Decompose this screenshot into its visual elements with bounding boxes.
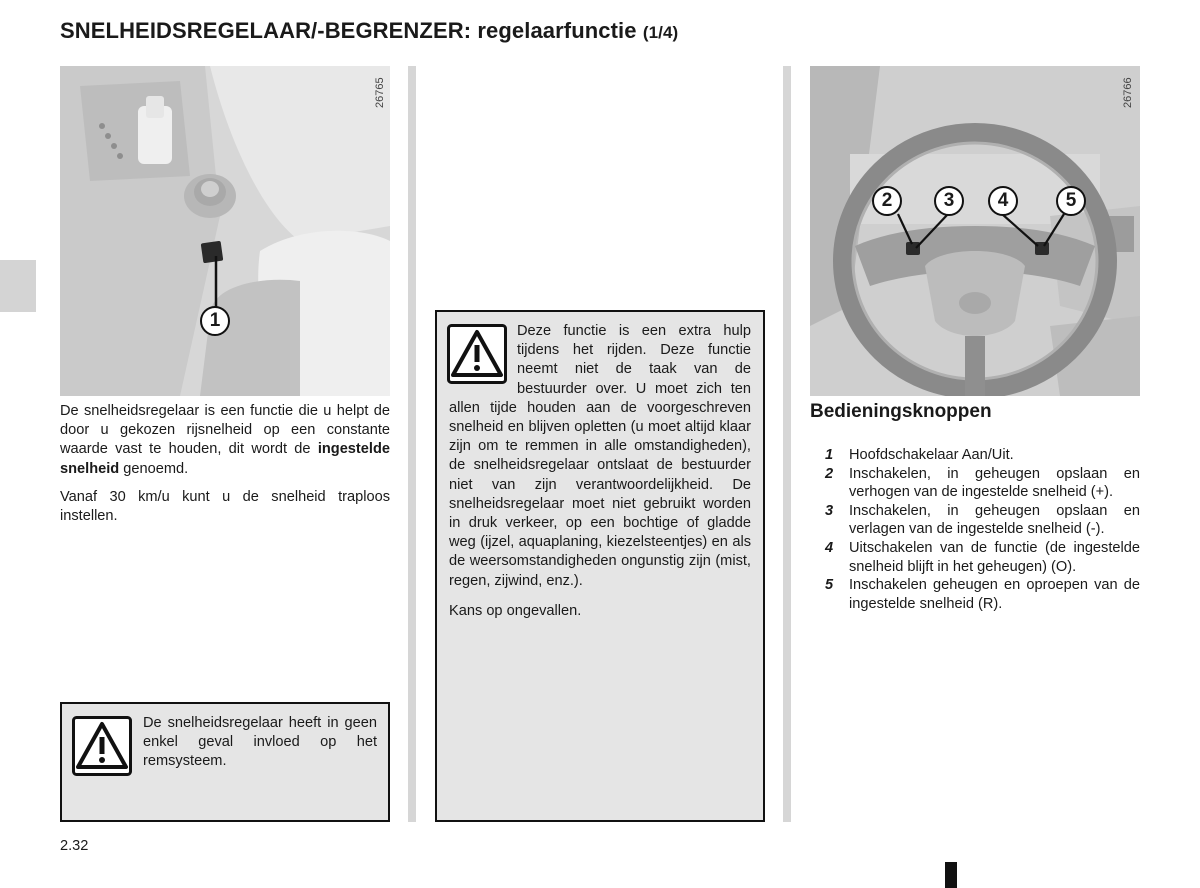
figure-right-ref: 26766 (1122, 77, 1134, 108)
callout-5: 5 (1056, 186, 1086, 216)
warning-triangle-icon (72, 716, 132, 776)
item-number: 2 (825, 465, 834, 482)
callout-4: 4 (988, 186, 1018, 216)
column-separator-right (783, 66, 791, 822)
callout-2: 2 (872, 186, 902, 216)
intro-text-bold: ingestelde snelheid (60, 441, 390, 477)
item-text: Inschakelen geheugen en oproepen van de ingestelde snelheid (R). (849, 577, 1140, 612)
icon-float-spacer (449, 322, 517, 390)
page-number: 2.32 (60, 838, 89, 854)
item-number: 4 (825, 539, 834, 556)
print-mark (945, 862, 957, 888)
warning-box-responsibility (435, 310, 765, 822)
section-tab (0, 260, 36, 312)
page-title-main: SNELHEIDSREGELAAR/-BEGRENZER: regelaarfunctie (60, 18, 637, 43)
callout-1: 1 (200, 306, 230, 336)
item-text: Uitschakelen van de functie (de ingestelde snelheid blijft in het geheugen) (O). (849, 539, 1140, 575)
page-title-part: (1/4) (642, 23, 679, 42)
steering-wheel-illustration (810, 66, 1140, 396)
controls-list (820, 446, 1140, 613)
item-number: 1 (825, 447, 834, 463)
console-figure (60, 66, 390, 396)
console-illustration (60, 66, 390, 396)
item-text: Inschakelen, in geheugen opslaan en verhogen van de ingestelde snelheid (+). (849, 465, 1140, 501)
warning-responsibility-text: Deze functie is een extra hulp tijdens het rijden. Deze functie neemt niet de taak van de bestuurder over. U moet zich ten allen tijde houden aan de voorgeschreven snelheid en blijven opletten (u moet altijd klaar zijn om te remmen in alle omstandigheden), de snelheidsregelaar ontslaat de bestuurder niet van zijn verantwoordelijkheid. De snelheidsregelaar moet niet gebruikt worden in druk verkeer, op een bochtige of gladde weg (ijzel, aquaplaning, kiezelsteentjes) en als de weersomstandigheden ongunstig zijn (mist, regen, zijwind, enz.). (449, 323, 751, 589)
intro-text-end: genoemd. (119, 460, 189, 477)
controls-heading: Bedieningsknoppen (810, 401, 992, 422)
controls-list-item (820, 465, 1140, 502)
item-text: Hoofdschakelaar Aan/Uit. (849, 447, 1014, 463)
controls-list-item (820, 539, 1140, 576)
warning-box-brakes (60, 702, 390, 822)
controls-list-item (820, 576, 1140, 613)
warning-accident-risk: Kans op ongevallen. (449, 602, 582, 619)
page-title (60, 18, 678, 44)
speed-paragraph: Vanaf 30 km/u kunt u de snelheid traploos instellen. (60, 489, 390, 525)
item-number: 3 (825, 502, 834, 519)
intro-text-start: De snelheidsregelaar is een functie die u helpt de door u gekozen rijsnelheid op een constante waarde vast te houden, dit wordt de (60, 403, 390, 458)
intro-paragraph (60, 402, 390, 479)
item-text: Inschakelen, in geheugen opslaan en verlagen van de ingestelde snelheid (-). (849, 502, 1140, 538)
column-separator-left (408, 66, 416, 822)
figure-left-ref: 26765 (374, 77, 386, 108)
warning-brakes-text: De snelheidsregelaar heeft in geen enkel geval invloed op het remsysteem. (143, 715, 377, 770)
callout-3: 3 (934, 186, 964, 216)
warning-responsibility-content (449, 322, 751, 621)
controls-list-item (820, 502, 1140, 539)
item-number: 5 (825, 577, 834, 594)
steering-wheel-figure (810, 66, 1140, 396)
controls-list-item (820, 446, 1140, 465)
